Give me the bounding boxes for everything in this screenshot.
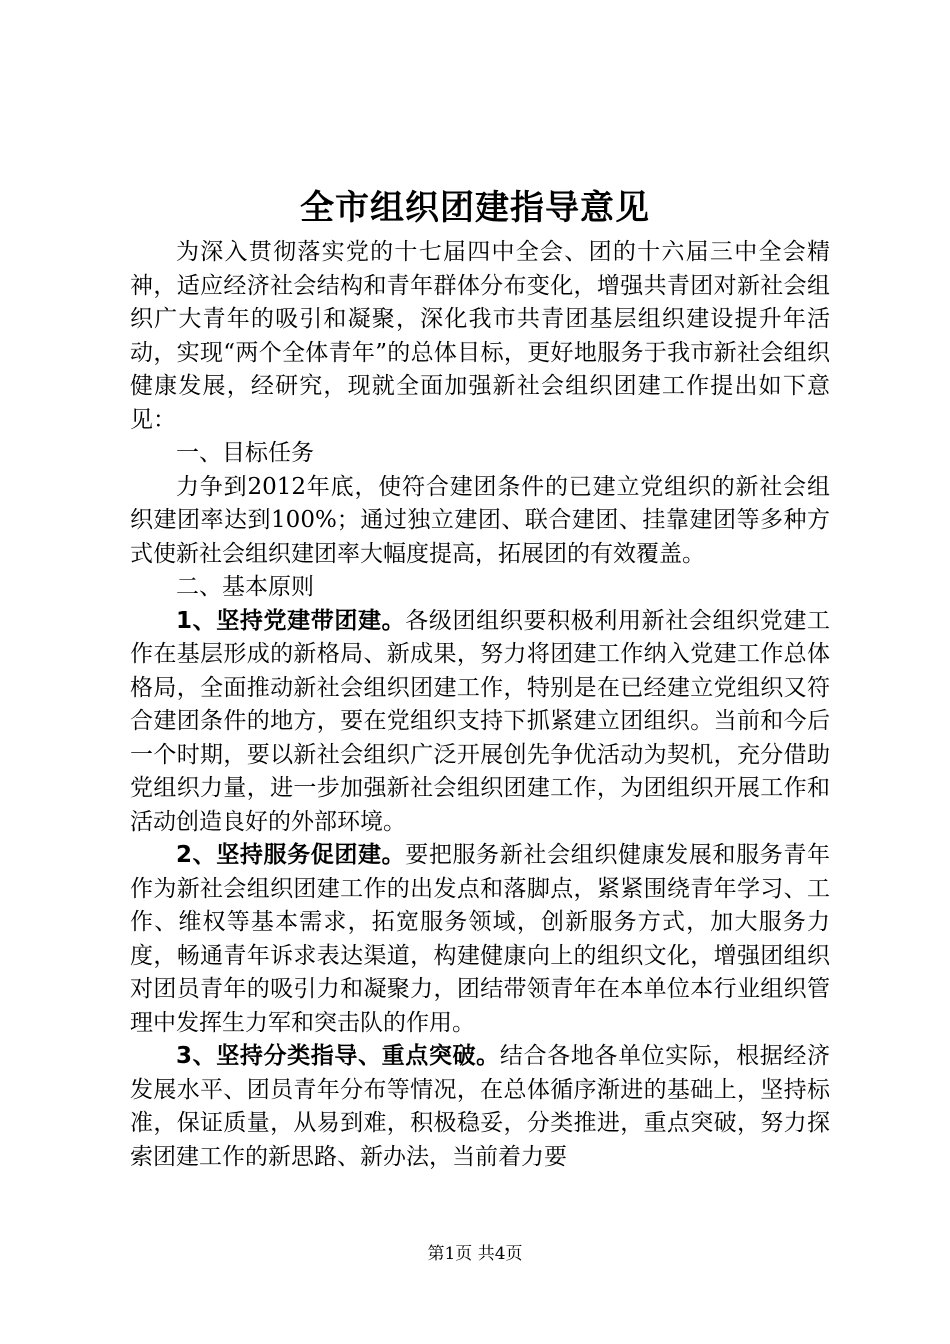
- goals-paragraph: 力争到2012年底，使符合建团条件的已建立党组织的新社会组织建团率达到100%；通过独立建团、联合建团、挂靠建团等多种方式使新社会组织建团率大幅度提高，拓展团的有效覆盖。: [130, 473, 830, 567]
- section-heading-principles: 二、基本原则: [176, 574, 314, 600]
- document-title: 全市组织团建指导意见: [300, 188, 650, 228]
- principle-lead-2: 2、坚持服务促团建。: [176, 842, 406, 868]
- principle-text-2: 要把服务新社会组织健康发展和服务青年作为新社会组织团建工作的出发点和落脚点，紧紧围绕青年学习、工作、维权等基本需求，拓宽服务领域，创新服务方式，加大服务力度，畅通青年诉求表达渠道，构建健康向上的组织文化，增强团组织对团员青年的吸引力和凝聚力，团结带领青年在本单位本行业组织管理中发挥生力军和突击队的作用。: [130, 842, 830, 1036]
- document-body: [130, 236, 830, 1174]
- principle-paragraph-2: [130, 839, 830, 1040]
- section-heading-goals: 一、目标任务: [176, 440, 314, 466]
- principle-paragraph-3: [130, 1040, 830, 1174]
- principle-text-1: 各级团组织要积极利用新社会组织党建工作在基层形成的新格局、新成果，努力将团建工作纳入党建工作总体格局，全面推动新社会组织团建工作，特别是在已经建立党组织又符合建团条件的地方，要在党组织支持下抓紧建立团组织。当前和今后一个时期，要以新社会组织广泛开展创先争优活动为契机，充分借助党组织力量，进一步加强新社会组织团建工作，为团组织开展工作和活动创造良好的外部环境。: [130, 607, 830, 835]
- principle-lead-3: 3、坚持分类指导、重点突破。: [176, 1043, 500, 1069]
- principle-lead-1: 1、坚持党建带团建。: [176, 607, 406, 634]
- intro-paragraph: 为深入贯彻落实党的十七届四中全会、团的十六届三中全会精神，适应经济社会结构和青年群体分布变化，增强共青团对新社会组织广大青年的吸引和凝聚，深化我市共青团基层组织建设提升年活动，实现“两个全体青年”的总体目标，更好地服务于我市新社会组织健康发展，经研究，现就全面加强新社会组织团建工作提出如下意见：: [130, 239, 830, 433]
- principle-text-3: 结合各地各单位实际，根据经济发展水平、团员青年分布等情况，在总体循序渐进的基础上，坚持标准，保证质量，从易到难，积极稳妥，分类推进，重点突破，努力探索团建工作的新思路、新办法，当前着力要: [130, 1043, 830, 1170]
- page-footer: 第1页 共4页: [427, 1244, 523, 1264]
- principle-paragraph-1: [130, 605, 830, 840]
